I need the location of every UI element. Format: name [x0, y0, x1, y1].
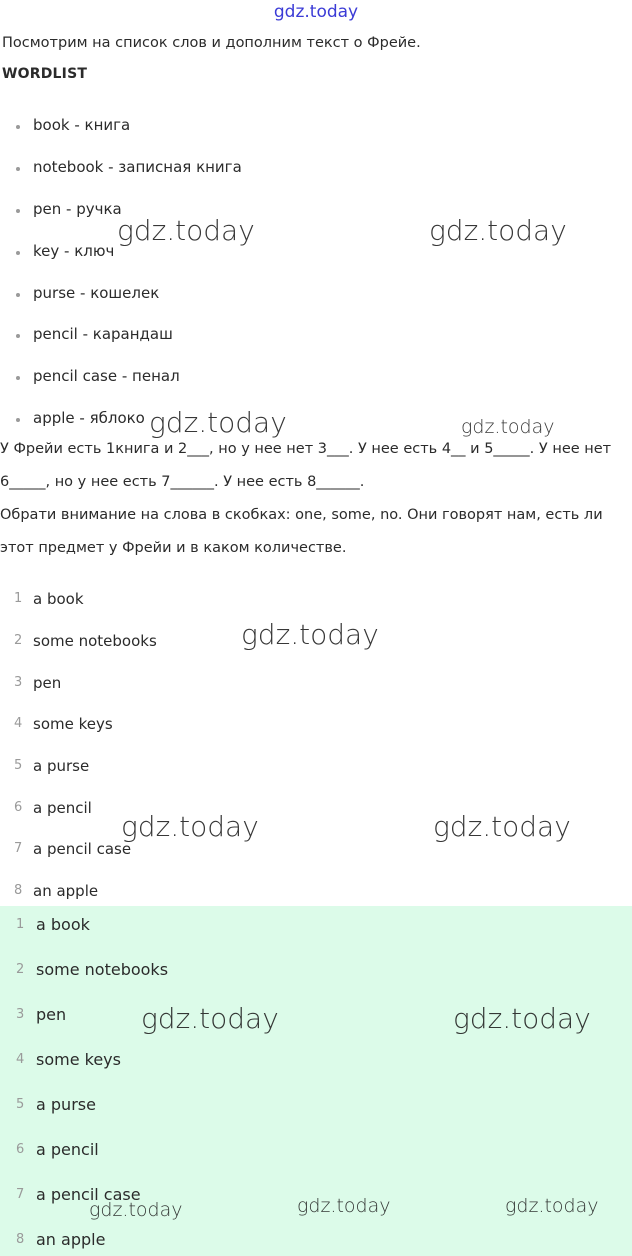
intro-text: Посмотрим на список слов и дополним текст о Фрейе. — [2, 35, 421, 51]
answer-text: a pencil — [36, 1140, 99, 1159]
hint-text-line: Обрати внимание на слова в скобках: one, some, no. Они говорят нам, есть ли — [0, 507, 603, 523]
watermark: gdz.today — [429, 214, 567, 247]
list-number: 4 — [14, 716, 23, 731]
wordlist-title: WORDLIST — [2, 66, 88, 82]
watermark: gdz.today — [89, 1199, 183, 1221]
answer-number: 6 — [16, 1142, 25, 1157]
answer-text: an apple — [36, 1230, 106, 1249]
answer-text: pen — [36, 1005, 67, 1024]
wordlist-item: pen - ручка — [33, 200, 122, 218]
watermark: gdz.today — [241, 618, 379, 651]
list-number: 3 — [14, 675, 23, 690]
watermark: gdz.today — [505, 1195, 599, 1217]
answer-number: 4 — [16, 1052, 25, 1067]
list-text: a purse — [33, 757, 90, 775]
answer-number: 7 — [16, 1187, 25, 1202]
site-logo[interactable]: gdz.today — [273, 2, 359, 22]
wordlist-item: pencil case - пенал — [33, 367, 180, 385]
wordlist-item: pencil - карандаш — [33, 325, 173, 343]
answer-text: a purse — [36, 1095, 96, 1114]
hint-text-line: этот предмет у Фрейи и в каком количестве. — [0, 540, 347, 556]
list-number: 7 — [14, 841, 23, 856]
watermark: gdz.today — [297, 1195, 391, 1217]
list-text: some notebooks — [33, 632, 157, 650]
wordlist-item: apple - яблоко — [33, 409, 145, 427]
answer-text: some keys — [36, 1050, 121, 1069]
watermark: gdz.today — [149, 406, 287, 439]
answer-number: 8 — [16, 1232, 25, 1247]
answer-number: 3 — [16, 1007, 25, 1022]
watermark: gdz.today — [121, 810, 259, 843]
watermark: gdz.today — [433, 810, 571, 843]
list-text: a pencil case — [33, 840, 132, 858]
answer-text: a book — [36, 915, 90, 934]
fill-in-text-line: 6_____, но у нее есть 7______. У нее есть 8______. — [0, 474, 365, 490]
list-text: an apple — [33, 882, 99, 900]
watermark: gdz.today — [141, 1002, 279, 1035]
list-number: 6 — [14, 800, 23, 815]
wordlist-item: notebook - записная книга — [33, 158, 242, 176]
list-text: a book — [33, 590, 84, 608]
answer-number: 5 — [16, 1097, 25, 1112]
list-number: 1 — [14, 591, 23, 606]
list-text: a pencil — [33, 799, 92, 817]
list-text: pen — [33, 674, 62, 692]
wordlist-item: book - книга — [33, 116, 131, 134]
answer-text: a pencil case — [36, 1185, 141, 1204]
answer-number: 1 — [16, 917, 25, 932]
answer-number: 2 — [16, 962, 25, 977]
list-text: some keys — [33, 715, 113, 733]
wordlist-item: purse - кошелек — [33, 284, 160, 302]
list-number: 8 — [14, 883, 23, 898]
answer-text: some notebooks — [36, 960, 169, 979]
watermark: gdz.today — [461, 416, 555, 438]
wordlist-item: key - ключ — [33, 242, 115, 260]
watermark: gdz.today — [117, 214, 255, 247]
list-number: 2 — [14, 633, 23, 648]
watermark: gdz.today — [453, 1002, 591, 1035]
list-number: 5 — [14, 758, 23, 773]
fill-in-text-line: У Фрейи есть 1книга и 2___, но у нее нет 3___. У нее есть 4__ и 5_____. У нее нет — [0, 441, 612, 457]
